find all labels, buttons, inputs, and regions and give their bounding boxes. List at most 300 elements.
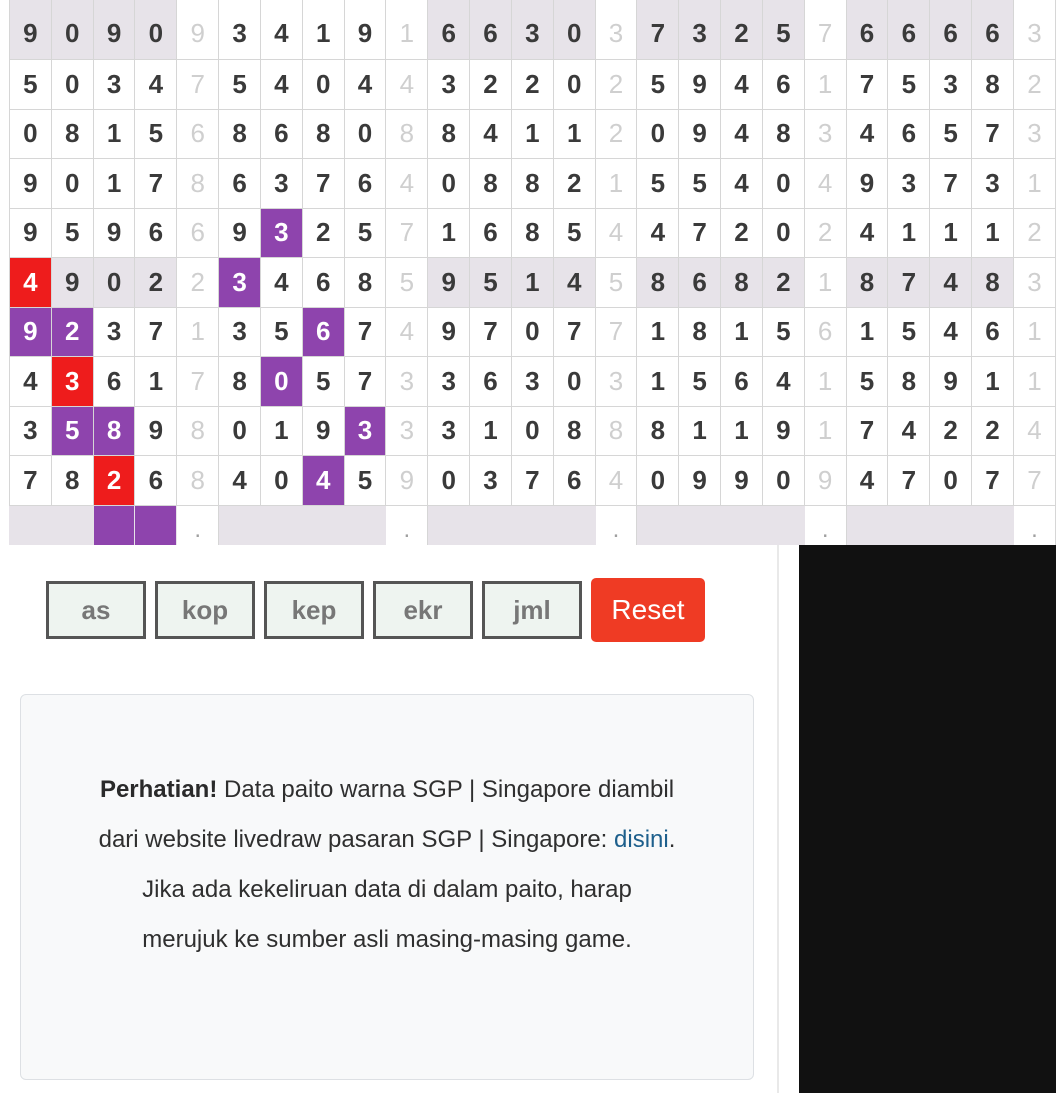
paito-jml-cell: 2 <box>1013 60 1055 110</box>
paito-jml-cell: 4 <box>595 456 637 506</box>
paito-cell[interactable]: 6 <box>846 0 888 60</box>
paito-cell[interactable]: 0 <box>762 208 804 258</box>
paito-cell[interactable]: 1 <box>553 109 595 159</box>
paito-row <box>10 0 1056 60</box>
paito-row <box>10 357 1056 407</box>
paito-jml-cell: 2 <box>1013 208 1055 258</box>
kep-button[interactable]: kep <box>264 581 364 639</box>
paito-cell[interactable]: 9 <box>93 208 135 258</box>
paito-cell[interactable]: 0 <box>219 406 261 456</box>
paito-cell[interactable]: 4 <box>637 208 679 258</box>
paito-cell[interactable]: 6 <box>302 307 344 357</box>
paito-cell[interactable]: 0 <box>637 109 679 159</box>
paito-jml-cell: 7 <box>595 307 637 357</box>
paito-cell[interactable]: 0 <box>511 406 553 456</box>
paito-jml-cell: 3 <box>386 357 428 407</box>
paito-cell[interactable]: 1 <box>93 159 135 209</box>
paito-cell[interactable]: 5 <box>302 357 344 407</box>
paito-jml-cell: 9 <box>804 456 846 506</box>
paito-cell[interactable]: 5 <box>762 0 804 60</box>
paito-jml-cell: . <box>1013 505 1055 545</box>
paito-jml-cell: 6 <box>804 307 846 357</box>
paito-cell[interactable]: 9 <box>846 159 888 209</box>
as-button[interactable]: as <box>46 581 146 639</box>
paito-cell[interactable]: 8 <box>302 109 344 159</box>
paito-row <box>10 208 1056 258</box>
paito-cell[interactable]: 8 <box>637 406 679 456</box>
paito-cell[interactable]: 8 <box>888 357 930 407</box>
paito-cell[interactable]: 2 <box>302 208 344 258</box>
paito-cell[interactable]: 6 <box>972 307 1014 357</box>
paito-cell[interactable]: 3 <box>51 357 93 407</box>
paito-cell-empty[interactable] <box>846 505 888 545</box>
paito-cell[interactable]: 6 <box>470 357 512 407</box>
paito-jml-cell: 4 <box>386 307 428 357</box>
paito-cell[interactable]: 0 <box>10 109 52 159</box>
paito-cell[interactable]: 4 <box>930 307 972 357</box>
paito-cell[interactable]: 8 <box>219 357 261 407</box>
paito-cell[interactable]: 4 <box>721 109 763 159</box>
paito-row <box>10 406 1056 456</box>
paito-cell[interactable]: 6 <box>762 60 804 110</box>
paito-cell-empty[interactable] <box>135 505 177 545</box>
paito-cell[interactable]: 3 <box>930 60 972 110</box>
paito-cell[interactable]: 7 <box>679 208 721 258</box>
paito-grid <box>9 0 1056 545</box>
paito-cell-empty[interactable] <box>972 505 1014 545</box>
paito-cell[interactable]: 6 <box>135 456 177 506</box>
paito-jml-cell: 8 <box>595 406 637 456</box>
paito-cell[interactable]: 1 <box>428 208 470 258</box>
paito-cell[interactable]: 8 <box>428 109 470 159</box>
paito-cell[interactable]: 9 <box>762 406 804 456</box>
paito-cell[interactable]: 4 <box>846 456 888 506</box>
paito-cell[interactable]: 7 <box>846 406 888 456</box>
paito-jml-cell: 8 <box>177 406 219 456</box>
paito-cell[interactable]: 8 <box>637 258 679 308</box>
paito-cell[interactable]: 1 <box>302 0 344 60</box>
paito-cell[interactable]: 6 <box>135 208 177 258</box>
paito-cell[interactable]: 4 <box>888 406 930 456</box>
source-link[interactable]: disini <box>614 826 669 853</box>
paito-jml-cell: 4 <box>804 159 846 209</box>
notice-title: Perhatian! <box>99 776 218 803</box>
paito-cell[interactable]: 1 <box>637 307 679 357</box>
paito-cell[interactable]: 5 <box>10 60 52 110</box>
paito-cell[interactable]: 8 <box>679 307 721 357</box>
paito-jml-cell: 1 <box>386 0 428 60</box>
paito-cell[interactable]: 7 <box>888 456 930 506</box>
paito-cell[interactable]: 5 <box>135 109 177 159</box>
paito-jml-cell: . <box>804 505 846 545</box>
paito-cell[interactable]: 3 <box>93 307 135 357</box>
paito-cell[interactable]: 2 <box>762 258 804 308</box>
paito-cell-empty[interactable] <box>93 505 135 545</box>
paito-cell[interactable]: 1 <box>511 258 553 308</box>
paito-cell[interactable]: 6 <box>344 159 386 209</box>
paito-cell[interactable]: 8 <box>721 258 763 308</box>
paito-cell[interactable]: 6 <box>219 159 261 209</box>
paito-cell[interactable]: 1 <box>846 307 888 357</box>
paito-jml-cell: 9 <box>177 0 219 60</box>
paito-jml-cell: 3 <box>595 357 637 407</box>
paito-jml-cell: 1 <box>1013 357 1055 407</box>
paito-cell[interactable]: 5 <box>553 208 595 258</box>
reset-button[interactable]: Reset <box>591 578 705 642</box>
paito-cell[interactable]: 5 <box>51 406 93 456</box>
paito-cell-empty[interactable] <box>930 505 972 545</box>
paito-jml-cell: 4 <box>386 60 428 110</box>
paito-jml-cell: 3 <box>1013 109 1055 159</box>
paito-cell[interactable]: 3 <box>511 0 553 60</box>
paito-cell[interactable]: 8 <box>219 109 261 159</box>
paito-cell[interactable]: 4 <box>721 60 763 110</box>
paito-cell[interactable]: 0 <box>260 456 302 506</box>
paito-cell[interactable]: 4 <box>219 456 261 506</box>
paito-cell[interactable]: 7 <box>930 159 972 209</box>
paito-jml-cell: 4 <box>595 208 637 258</box>
paito-jml-cell: 5 <box>386 258 428 308</box>
paito-cell[interactable]: 1 <box>721 307 763 357</box>
paito-cell[interactable]: 5 <box>679 357 721 407</box>
paito-cell[interactable]: 4 <box>344 60 386 110</box>
paito-cell[interactable]: 6 <box>553 456 595 506</box>
paito-cell-empty[interactable] <box>888 505 930 545</box>
paito-cell[interactable]: 3 <box>10 406 52 456</box>
paito-cell-empty[interactable] <box>428 505 470 545</box>
paito-row <box>10 307 1056 357</box>
paito-cell[interactable]: 0 <box>135 0 177 60</box>
paito-cell[interactable]: 6 <box>679 258 721 308</box>
paito-jml-cell: 8 <box>177 456 219 506</box>
paito-cell[interactable]: 8 <box>93 406 135 456</box>
paito-cell[interactable]: 9 <box>135 406 177 456</box>
paito-cell[interactable]: 6 <box>888 0 930 60</box>
paito-cell[interactable]: 8 <box>972 258 1014 308</box>
paito-cell-empty[interactable] <box>762 505 804 545</box>
paito-cell[interactable]: 9 <box>93 0 135 60</box>
paito-jml-cell: 7 <box>386 208 428 258</box>
paito-cell[interactable]: 6 <box>721 357 763 407</box>
paito-cell[interactable]: 2 <box>721 208 763 258</box>
paito-jml-cell: 1 <box>804 258 846 308</box>
paito-cell-empty[interactable] <box>721 505 763 545</box>
paito-cell[interactable]: 4 <box>260 0 302 60</box>
paito-cell-empty[interactable] <box>511 505 553 545</box>
paito-jml-cell: 9 <box>386 456 428 506</box>
paito-cell[interactable]: 9 <box>219 208 261 258</box>
paito-cell[interactable]: 5 <box>930 109 972 159</box>
paito-cell[interactable]: 9 <box>344 0 386 60</box>
paito-cell[interactable]: 7 <box>344 307 386 357</box>
paito-jml-cell: . <box>595 505 637 545</box>
paito-cell[interactable]: 3 <box>428 406 470 456</box>
paito-cell[interactable]: 4 <box>470 109 512 159</box>
notice-text-after: . Jika ada kekeliruan data di dalam paito, harap merujuk ke sumber asli masing-masing game. <box>142 826 676 953</box>
paito-cell[interactable]: 2 <box>553 159 595 209</box>
paito-jml-cell: 1 <box>595 159 637 209</box>
paito-cell[interactable]: 1 <box>972 208 1014 258</box>
paito-cell[interactable]: 6 <box>470 0 512 60</box>
paito-cell[interactable]: 2 <box>721 0 763 60</box>
paito-cell[interactable]: 8 <box>51 109 93 159</box>
paito-cell[interactable]: 4 <box>260 60 302 110</box>
paito-cell[interactable]: 2 <box>470 60 512 110</box>
paito-cell-empty[interactable] <box>260 505 302 545</box>
paito-cell[interactable]: 1 <box>470 406 512 456</box>
paito-cell-empty[interactable] <box>553 505 595 545</box>
paito-cell[interactable]: 1 <box>637 357 679 407</box>
paito-cell[interactable]: 0 <box>302 60 344 110</box>
paito-cell[interactable]: 5 <box>219 60 261 110</box>
paito-jml-cell: 7 <box>1013 456 1055 506</box>
paito-cell[interactable]: 0 <box>428 456 470 506</box>
paito-cell[interactable]: 3 <box>260 208 302 258</box>
paito-cell[interactable]: 6 <box>302 258 344 308</box>
paito-cell[interactable]: 2 <box>51 307 93 357</box>
paito-cell-empty[interactable] <box>344 505 386 545</box>
paito-jml-cell: 3 <box>1013 0 1055 60</box>
paito-jml-cell: 3 <box>804 109 846 159</box>
notice-box <box>20 694 754 1080</box>
paito-cell[interactable]: 8 <box>511 159 553 209</box>
ekr-button[interactable]: ekr <box>373 581 473 639</box>
paito-jml-cell: 3 <box>386 406 428 456</box>
paito-cell[interactable]: 6 <box>260 109 302 159</box>
paito-cell[interactable]: 5 <box>470 258 512 308</box>
paito-cell[interactable]: 0 <box>511 307 553 357</box>
paito-cell[interactable]: 3 <box>972 159 1014 209</box>
paito-cell[interactable]: 5 <box>344 208 386 258</box>
paito-cell-empty[interactable] <box>302 505 344 545</box>
paito-cell[interactable]: 8 <box>762 109 804 159</box>
jml-button[interactable]: jml <box>482 581 582 639</box>
paito-cell[interactable]: 6 <box>428 0 470 60</box>
paito-cell[interactable]: 7 <box>302 159 344 209</box>
paito-cell[interactable]: 9 <box>428 258 470 308</box>
paito-cell[interactable]: 1 <box>511 109 553 159</box>
paito-jml-cell: 5 <box>595 258 637 308</box>
paito-cell[interactable]: 0 <box>51 0 93 60</box>
paito-jml-cell: 3 <box>1013 258 1055 308</box>
notice-text-before: Data paito warna SGP | Singapore diambil dari website livedraw pasaran SGP | Singapore: <box>98 776 675 853</box>
paito-cell[interactable]: 3 <box>470 456 512 506</box>
paito-cell[interactable]: 4 <box>846 109 888 159</box>
paito-cell[interactable]: 3 <box>888 159 930 209</box>
paito-cell[interactable]: 1 <box>721 406 763 456</box>
paito-cell[interactable]: 9 <box>721 456 763 506</box>
paito-cell[interactable]: 9 <box>10 0 52 60</box>
paito-cell-empty[interactable] <box>219 505 261 545</box>
paito-cell[interactable]: 4 <box>762 357 804 407</box>
paito-cell[interactable]: 9 <box>930 357 972 407</box>
paito-cell[interactable]: 2 <box>972 406 1014 456</box>
paito-jml-cell: 6 <box>177 109 219 159</box>
toggle-button-row <box>46 578 705 642</box>
paito-jml-cell: 7 <box>177 60 219 110</box>
paito-row <box>10 109 1056 159</box>
paito-jml-cell: 2 <box>804 208 846 258</box>
paito-cell[interactable]: 3 <box>679 0 721 60</box>
paito-cell[interactable]: 4 <box>846 208 888 258</box>
paito-cell[interactable]: 0 <box>428 159 470 209</box>
paito-cell[interactable]: 7 <box>637 0 679 60</box>
paito-jml-cell: 7 <box>177 357 219 407</box>
paito-cell[interactable]: 6 <box>93 357 135 407</box>
paito-cell[interactable]: 3 <box>428 357 470 407</box>
paito-jml-cell: 2 <box>595 109 637 159</box>
paito-cell[interactable]: 4 <box>10 357 52 407</box>
paito-cell[interactable]: 0 <box>553 60 595 110</box>
paito-cell[interactable]: 7 <box>972 109 1014 159</box>
paito-cell[interactable]: 5 <box>260 307 302 357</box>
paito-cell[interactable]: 7 <box>846 60 888 110</box>
paito-cell[interactable]: 3 <box>511 357 553 407</box>
paito-cell[interactable]: 0 <box>51 60 93 110</box>
paito-cell[interactable]: 1 <box>888 208 930 258</box>
paito-cell[interactable]: 9 <box>302 406 344 456</box>
paito-cell[interactable]: 9 <box>679 456 721 506</box>
paito-cell[interactable]: 7 <box>344 357 386 407</box>
paito-jml-cell: 7 <box>804 0 846 60</box>
paito-cell[interactable]: 0 <box>93 258 135 308</box>
paito-cell[interactable]: 2 <box>135 258 177 308</box>
paito-cell[interactable]: 9 <box>679 109 721 159</box>
content-divider <box>777 545 779 1093</box>
paito-cell[interactable]: 2 <box>93 456 135 506</box>
paito-cell[interactable]: 5 <box>679 159 721 209</box>
paito-cell[interactable]: 3 <box>219 0 261 60</box>
paito-cell[interactable]: 4 <box>10 258 52 308</box>
paito-cell[interactable]: 4 <box>721 159 763 209</box>
paito-jml-cell: 3 <box>595 0 637 60</box>
paito-cell[interactable]: 7 <box>135 159 177 209</box>
paito-cell[interactable]: 2 <box>511 60 553 110</box>
paito-cell[interactable]: 9 <box>10 307 52 357</box>
paito-cell[interactable]: 7 <box>470 307 512 357</box>
paito-cell[interactable]: 8 <box>553 406 595 456</box>
paito-cell[interactable]: 6 <box>470 208 512 258</box>
paito-cell[interactable]: 8 <box>51 456 93 506</box>
paito-cell[interactable]: 6 <box>888 109 930 159</box>
paito-cell[interactable]: 9 <box>10 208 52 258</box>
paito-cell[interactable]: 0 <box>637 456 679 506</box>
paito-cell[interactable]: 3 <box>344 406 386 456</box>
paito-row <box>10 159 1056 209</box>
paito-cell[interactable]: 9 <box>679 60 721 110</box>
paito-cell[interactable]: 7 <box>553 307 595 357</box>
paito-cell[interactable]: 1 <box>972 357 1014 407</box>
paito-cell[interactable]: 7 <box>511 456 553 506</box>
paito-jml-cell: 1 <box>804 60 846 110</box>
paito-cell[interactable]: 0 <box>260 357 302 407</box>
paito-cell[interactable]: 9 <box>428 307 470 357</box>
paito-cell[interactable]: 4 <box>135 60 177 110</box>
paito-jml-cell: . <box>386 505 428 545</box>
paito-jml-cell: 1 <box>804 406 846 456</box>
paito-cell[interactable]: 6 <box>930 0 972 60</box>
paito-cell[interactable]: 8 <box>846 258 888 308</box>
paito-cell-empty[interactable] <box>10 505 52 545</box>
kop-button[interactable]: kop <box>155 581 255 639</box>
paito-cell[interactable]: 8 <box>470 159 512 209</box>
paito-cell[interactable]: 1 <box>260 406 302 456</box>
paito-cell-empty[interactable] <box>679 505 721 545</box>
paito-jml-cell: 2 <box>595 60 637 110</box>
paito-cell[interactable]: 5 <box>637 159 679 209</box>
paito-cell[interactable]: 3 <box>260 159 302 209</box>
paito-cell[interactable]: 1 <box>679 406 721 456</box>
paito-cell[interactable]: 1 <box>93 109 135 159</box>
paito-cell[interactable]: 8 <box>344 258 386 308</box>
paito-row-empty <box>10 505 1056 545</box>
paito-cell[interactable]: 9 <box>10 159 52 209</box>
paito-cell[interactable]: 4 <box>553 258 595 308</box>
paito-cell-empty[interactable] <box>637 505 679 545</box>
paito-jml-cell: 4 <box>386 159 428 209</box>
side-panel <box>799 545 1056 1093</box>
paito-cell[interactable]: 7 <box>135 307 177 357</box>
paito-cell[interactable]: 5 <box>762 307 804 357</box>
paito-cell[interactable]: 0 <box>344 109 386 159</box>
paito-cell[interactable]: 3 <box>219 258 261 308</box>
paito-cell-empty[interactable] <box>470 505 512 545</box>
paito-cell[interactable]: 0 <box>51 159 93 209</box>
paito-jml-cell: 1 <box>177 307 219 357</box>
paito-cell[interactable]: 9 <box>51 258 93 308</box>
paito-row <box>10 456 1056 506</box>
paito-jml-cell: 8 <box>177 159 219 209</box>
paito-cell-empty[interactable] <box>51 505 93 545</box>
paito-cell[interactable]: 3 <box>219 307 261 357</box>
paito-jml-cell: 2 <box>177 258 219 308</box>
paito-cell[interactable]: 7 <box>888 258 930 308</box>
paito-cell[interactable]: 8 <box>972 60 1014 110</box>
paito-cell[interactable]: 5 <box>344 456 386 506</box>
paito-cell[interactable]: 6 <box>972 0 1014 60</box>
paito-cell[interactable]: 0 <box>762 159 804 209</box>
paito-cell[interactable]: 5 <box>637 60 679 110</box>
paito-cell[interactable]: 3 <box>428 60 470 110</box>
paito-cell[interactable]: 1 <box>930 208 972 258</box>
paito-cell[interactable]: 3 <box>93 60 135 110</box>
paito-cell[interactable]: 5 <box>888 60 930 110</box>
paito-cell[interactable]: 0 <box>553 0 595 60</box>
paito-jml-cell: 1 <box>1013 159 1055 209</box>
paito-cell[interactable]: 2 <box>930 406 972 456</box>
paito-cell[interactable]: 8 <box>511 208 553 258</box>
paito-cell[interactable]: 5 <box>846 357 888 407</box>
paito-row <box>10 258 1056 308</box>
paito-table <box>9 0 1056 545</box>
paito-row <box>10 60 1056 110</box>
paito-cell[interactable]: 7 <box>10 456 52 506</box>
paito-cell[interactable]: 4 <box>930 258 972 308</box>
paito-cell[interactable]: 5 <box>888 307 930 357</box>
paito-cell[interactable]: 1 <box>135 357 177 407</box>
paito-cell[interactable]: 0 <box>762 456 804 506</box>
paito-cell[interactable]: 4 <box>302 456 344 506</box>
paito-cell[interactable]: 0 <box>553 357 595 407</box>
paito-jml-cell: 6 <box>177 208 219 258</box>
paito-cell[interactable]: 0 <box>930 456 972 506</box>
paito-cell[interactable]: 4 <box>260 258 302 308</box>
paito-jml-cell: . <box>177 505 219 545</box>
paito-jml-cell: 4 <box>1013 406 1055 456</box>
paito-cell[interactable]: 5 <box>51 208 93 258</box>
paito-jml-cell: 1 <box>804 357 846 407</box>
paito-cell[interactable]: 7 <box>972 456 1014 506</box>
